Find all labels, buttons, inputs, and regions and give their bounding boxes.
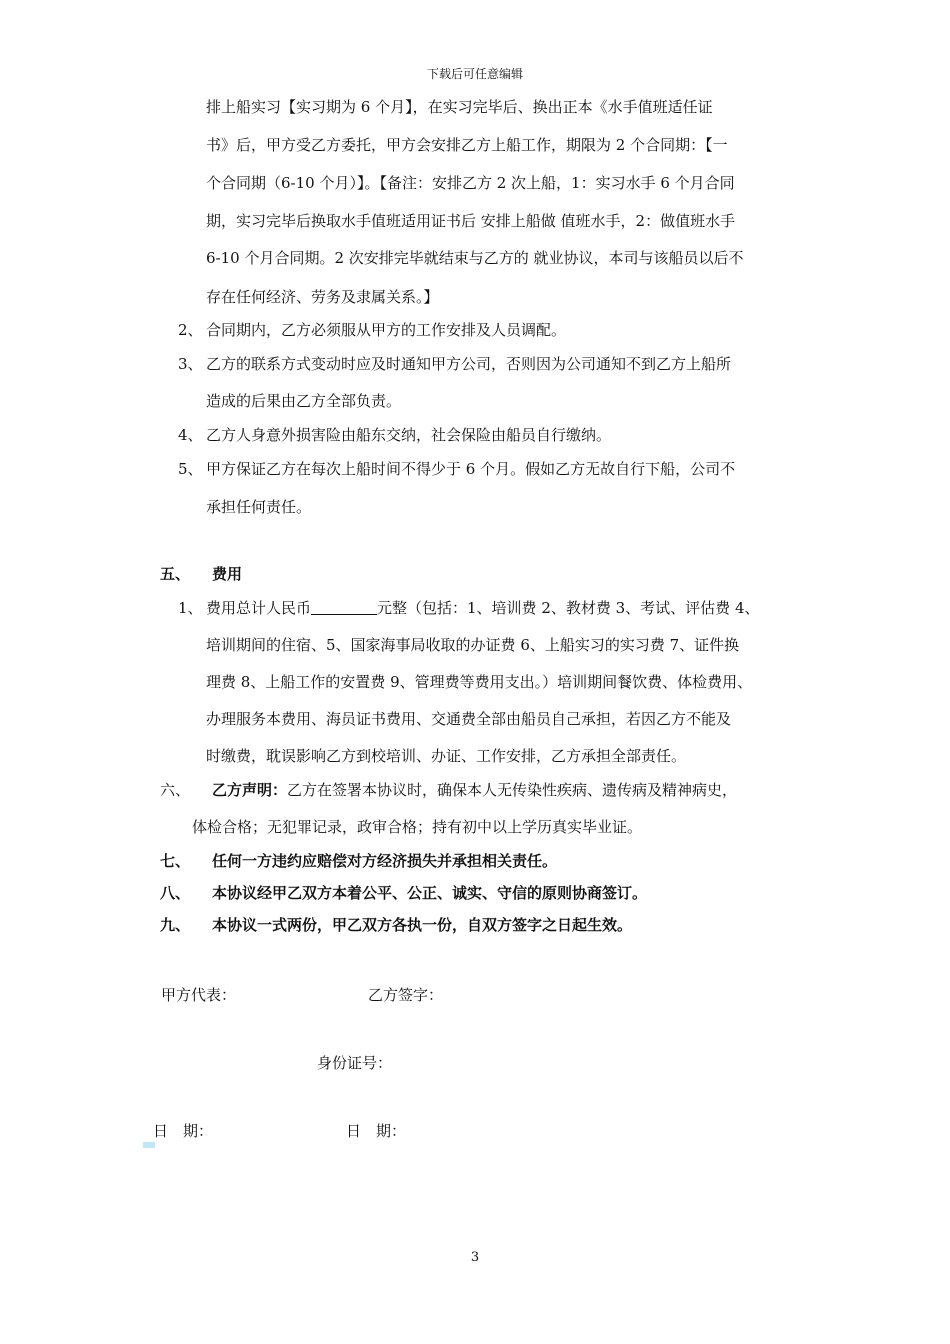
text-fragment: 元整（包括：1、培训费 2、教材费 3、考试、评估费 4、 <box>377 599 760 617</box>
party-b-label: 乙方签字： <box>368 986 444 1004</box>
text-line <box>212 779 737 800</box>
section-text: 本协议经甲乙双方本着公平、公正、诚实、守信的原则协商签订。 <box>212 884 648 902</box>
id-number-label: 身份证号： <box>317 1054 393 1072</box>
text-line: 理费 8、上船工作的安置费 9、管理费等费用支出。）培训期间餐饮费、体检费用、 <box>206 673 753 691</box>
text-line: 办理服务本费用、海员证书费用、交通费全部由船员自己承担，若因乙方不能及 <box>206 710 732 728</box>
section-text: 任何一方违约应赔偿对方经济损失并承担相关责任。 <box>212 852 558 870</box>
text-line: 期，实习完毕后换取水手值班适用证书后 安排上船做 值班水手，2：做值班水手 <box>206 212 736 230</box>
text-line: 造成的后果由乙方全部负责。 <box>206 392 402 410</box>
section-number: 六、 <box>160 781 191 799</box>
party-a-label: 甲方代表： <box>161 986 237 1004</box>
section-title: 费用 <box>212 565 243 583</box>
date-a-label: 日 期： <box>153 1122 214 1140</box>
text-line: 个合同期（6-10 个月）】。【备注：安排乙方 2 次上船，1：实习水手 6 个月合同 <box>206 174 735 192</box>
declaration-label: 乙方声明： <box>212 781 288 799</box>
section-number: 七、 <box>160 852 191 870</box>
text-fragment: 费用总计人民币 <box>206 599 312 617</box>
text-line: 合同期内，乙方必须服从甲方的工作安排及人员调配。 <box>206 321 567 339</box>
date-b-label: 日 期： <box>346 1122 407 1140</box>
text-line: 培训期间的住宿、5、国家海事局收取的办证费 6、上船实习的实习费 7、证件换 <box>206 636 740 654</box>
text-line: 甲方保证乙方在每次上船时间不得少于 6 个月。假如乙方无故自行下船，公司不 <box>206 460 736 478</box>
item-number: 1、 <box>178 599 203 617</box>
item-number: 4、 <box>178 426 203 444</box>
section-number: 五、 <box>160 565 191 583</box>
item-number: 5、 <box>178 460 203 478</box>
section-text: 本协议一式两份，甲乙双方各执一份，自双方签字之日起生效。 <box>212 916 633 934</box>
item-number: 2、 <box>178 321 203 339</box>
selection-marker <box>143 1142 155 1148</box>
text-line: 排上船实习【实习期为 6 个月】，在实习完毕后、换出正本《水手值班适任证 <box>206 98 713 116</box>
amount-blank <box>311 600 377 615</box>
text-line: 承担任何责任。 <box>206 498 312 516</box>
item-number: 3、 <box>178 355 203 373</box>
section-number: 九、 <box>160 916 191 934</box>
text-line: 乙方人身意外损害险由船东交纳，社会保险由船员自行缴纳。 <box>206 426 612 444</box>
text-line <box>206 597 760 618</box>
text-line: 体检合格；无犯罪记录，政审合格；持有初中以上学历真实毕业证。 <box>192 818 643 836</box>
text-line: 时缴费，耽误影响乙方到校培训、办证、工作安排，乙方承担全部责任。 <box>206 747 687 765</box>
text-line: 书》后，甲方受乙方委托，甲方会安排乙方上船工作，期限为 2 个合同期：【一 <box>206 136 728 154</box>
text-fragment: 乙方在签署本协议时，确保本人无传染性疾病、遗传病及精神病史， <box>287 781 738 799</box>
text-line: 6-10 个月合同期。2 次安排完毕就结束与乙方的 就业协议，本司与该船员以后不 <box>206 249 744 267</box>
section-number: 八、 <box>160 884 191 902</box>
page-header: 下载后可任意编辑 <box>426 67 523 81</box>
page-number: 3 <box>470 1250 480 1265</box>
text-line: 存在任何经济、劳务及隶属关系。】 <box>206 288 439 306</box>
text-line: 乙方的联系方式变动时应及时通知甲方公司，否则因为公司通知不到乙方上船所 <box>206 355 732 373</box>
